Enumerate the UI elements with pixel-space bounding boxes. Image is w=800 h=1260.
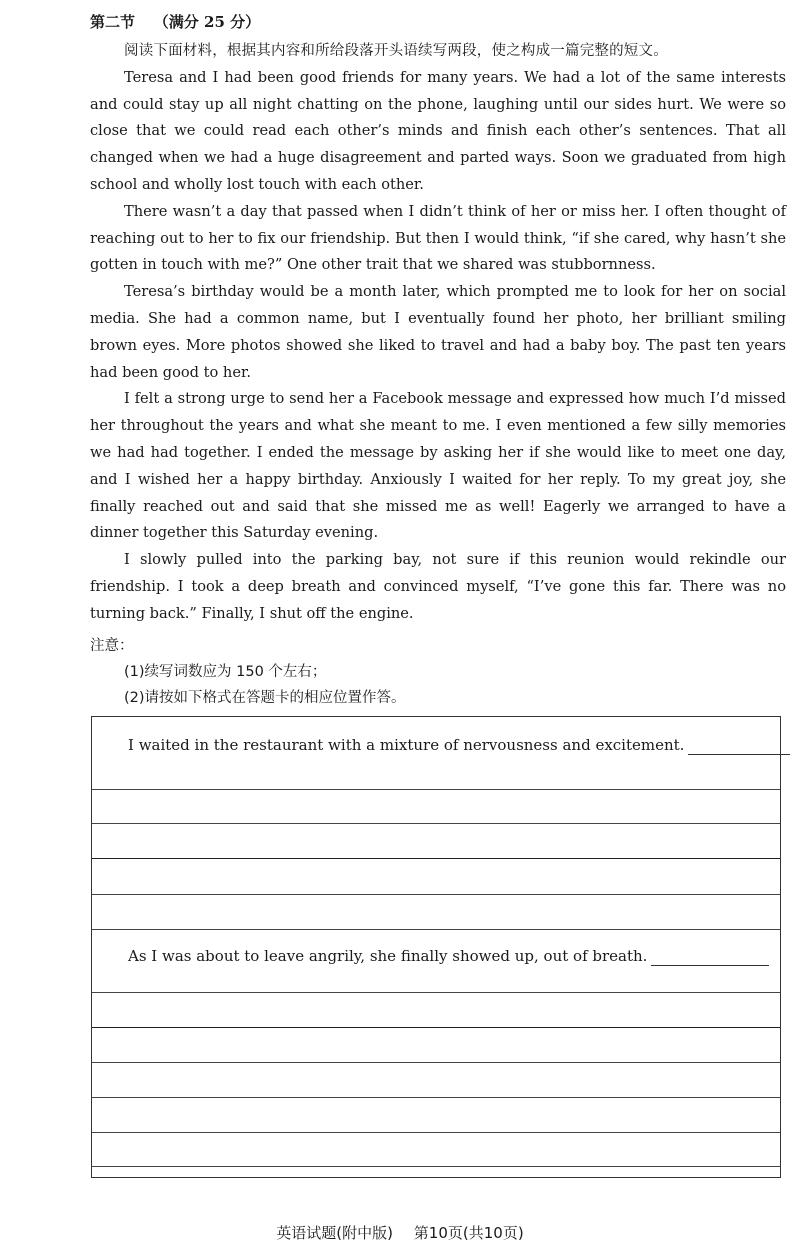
note-item: (2)请按如下格式在答题卡的相应位置作答。 [124,690,406,706]
answer-sheet-box [91,716,781,1178]
reading-passage [90,38,786,628]
writing-line[interactable] [92,1166,780,1167]
passage-paragraph: Teresa and I had been good friends for many years. We had a lot of the same interests and could stay up all night chatting on the phone, laughing until our sides hurt. We were so close that we could read each other’s minds and finish each other’s sentences. That all changed when we had a huge disagreement and parted ways. Soon we graduated from high school and wholly lost touch with each other. [90,68,786,193]
writing-line[interactable] [92,1132,780,1133]
passage-paragraph: There wasn’t a day that passed when I didn’t think of her or miss her. I often thought of reaching out to her to fix our friendship. But then I would think, “if she cared, why hasn’t she gotten in touch with me?” One other trait that we shared was stubbornness. [90,202,786,274]
page-footer [0,1222,800,1243]
writing-line[interactable] [92,929,780,930]
passage-paragraph: Teresa’s birthday would be a month later, which prompted me to look for her on social media. She had a common name, but I eventually found her photo, her brilliant smiling brown eyes. More photos showed she liked to travel and had a baby boy. The past ten years had been good to her. [90,283,786,381]
notes-section [90,633,406,711]
writing-line[interactable] [92,1062,780,1063]
writing-line[interactable] [92,894,780,895]
footer-page-number: 第10页(共10页) [413,1224,524,1242]
section-header [90,10,260,34]
paragraph1-opening-text: I waited in the restaurant with a mixture of nervousness and excitement. [128,736,685,754]
writing-line[interactable] [92,1097,780,1098]
section-score: （满分 25 分） [153,13,261,31]
task-instruction: 阅读下面材料，根据其内容和所给段落开头语续写两段，使之构成一篇完整的短文。 [124,43,668,59]
notes-label: 注意： [90,638,134,654]
writing-line[interactable] [92,789,780,790]
footer-subject: 英语试题(附中版) [276,1224,394,1242]
paragraph1-opening [128,735,790,755]
section-title: 第二节 [90,13,136,31]
writing-blank[interactable] [688,738,790,755]
passage-paragraph: I felt a strong urge to send her a Facebook message and expressed how much I’d missed her throughout the years and what she meant to me. I even mentioned a few silly memories we had had together. I ended the message by asking her if she would like to meet one day, and I wished her a happy birthday. Anxiously I waited for her reply. To my great joy, she finally reached out and said that she missed me as well! Eagerly we arranged to have a dinner together this Saturday evening. [90,390,786,542]
writing-line[interactable] [92,1027,780,1028]
writing-line[interactable] [92,858,780,859]
passage-paragraph: I slowly pulled into the parking bay, not sure if this reunion would rekindle our friendship. I took a deep breath and convinced myself, “I’ve gone this far. There was no turning back.” Finally, I shut off the engine. [90,551,786,622]
paragraph2-opening-text: As I was about to leave angrily, she finally showed up, out of breath. [128,947,648,965]
note-item: (1)续写词数应为 150 个左右； [124,664,327,680]
paragraph2-opening [128,946,769,966]
writing-blank[interactable] [651,949,769,966]
writing-line[interactable] [92,992,780,993]
writing-line[interactable] [92,823,780,824]
